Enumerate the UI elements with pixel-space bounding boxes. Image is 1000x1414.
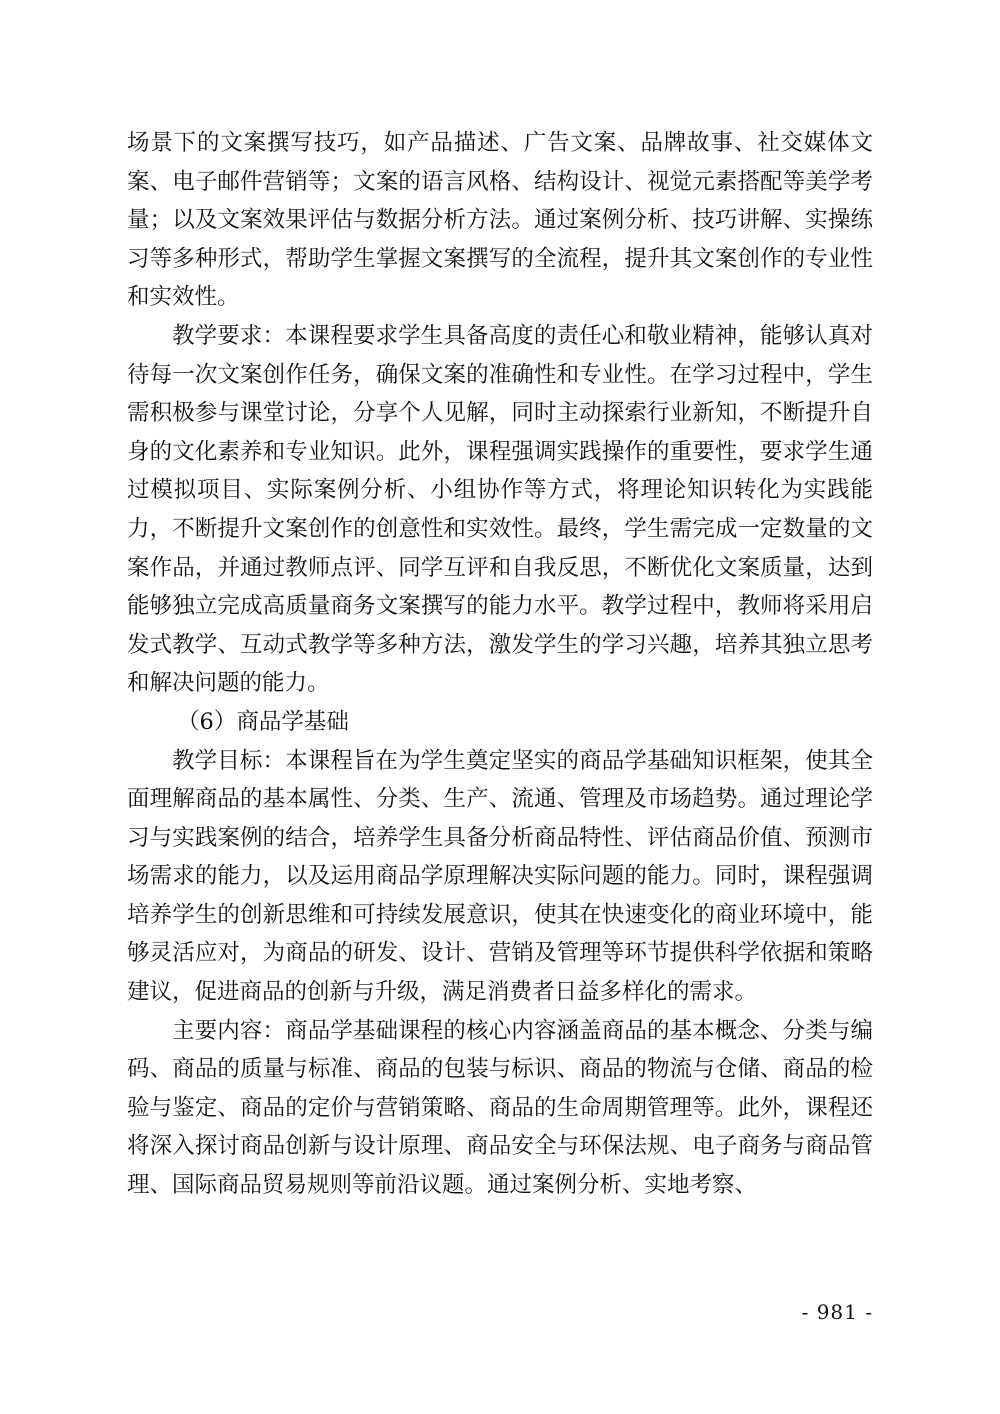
paragraph-continuation: 场景下的文案撰写技巧，如产品描述、广告文案、品牌故事、社交媒体文案、电子邮件营销等；文案的语言风格、结构设计、视觉元素搭配等美学考量；以及文案效果评估与数据分析方法。通过案例分析、技巧讲解、实操练习等多种形式，帮助学生掌握文案撰写的全流程，提升其文案创作的专业性和实效性。	[127, 130, 873, 311]
paragraph-main-content: 主要内容：商品学基础课程的核心内容涵盖商品的基本概念、分类与编码、商品的质量与标准、商品的包装与标识、商品的物流与仓储、商品的检验与鉴定、商品的定价与营销策略、商品的生命周期管理等。此外，课程还将深入探讨商品创新与设计原理、商品安全与环保法规、电子商务与商品管理、国际商品贸易规则等前沿议题。通过案例分析、实地考察、	[127, 1017, 873, 1199]
page-number: - 981 -	[801, 1300, 873, 1324]
section-heading: （6）商品学基础	[177, 708, 349, 735]
paragraph-teaching-objectives: 教学目标：本课程旨在为学生奠定坚实的商品学基础知识框架，使其全面理解商品的基本属性、分类、生产、流通、管理及市场趋势。通过理论学习与实践案例的结合，培养学生具备分析商品特性、评估商品价值、预测市场需求的能力，以及运用商品学原理解决实际问题的能力。同时，课程强调培养学生的创新思维和可持续发展意识，使其在快速变化的商业环境中，能够灵活应对，为商品的研发、设计、营销及管理等环节提供科学依据和策略建议，促进商品的创新与升级，满足消费者日益多样化的需求。	[127, 747, 873, 1006]
body-text	[127, 124, 873, 1205]
paragraph-teaching-requirements: 教学要求：本课程要求学生具备高度的责任心和敬业精神，能够认真对待每一次文案创作任务，确保文案的准确性和专业性。在学习过程中，学生需积极参与课堂讨论，分享个人见解，同时主动探索行业新知，不断提升自身的文化素养和专业知识。此外，课程强调实践操作的重要性，要求学生通过模拟项目、实际案例分析、小组协作等方式，将理论知识转化为实践能力，不断提升文案创作的创意性和实效性。最终，学生需完成一定数量的文案作品，并通过教师点评、同学互评和自我反思，不断优化文案质量，达到能够独立完成高质量商务文案撰写的能力水平。教学过程中，教师将采用启发式教学、互动式教学等多种方法，激发学生的学习兴趣，培养其独立思考和解决问题的能力。	[127, 322, 873, 697]
